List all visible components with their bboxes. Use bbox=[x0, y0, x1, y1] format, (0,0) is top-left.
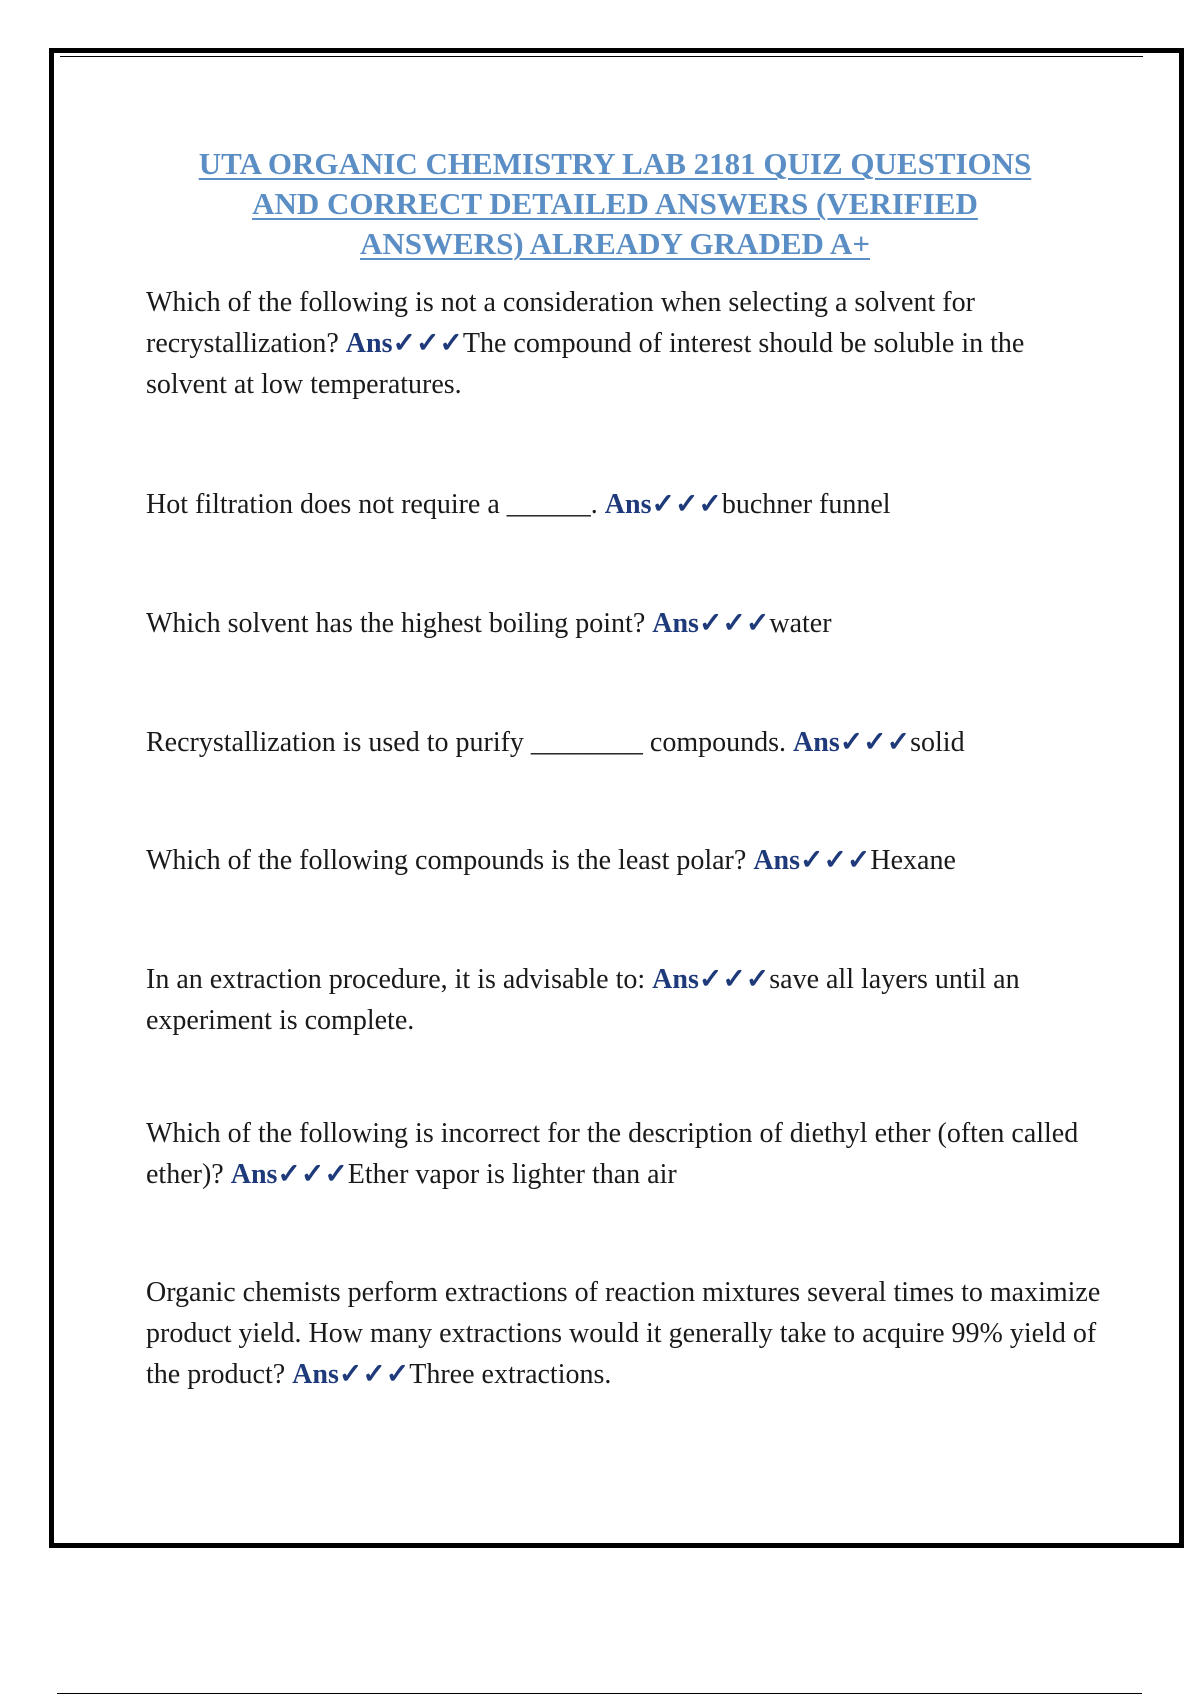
answer-text: save all layers until an experiment is complete. bbox=[146, 964, 1020, 1036]
answer-label: Ans✓✓✓ bbox=[793, 727, 911, 758]
qa-item-6 bbox=[146, 959, 1066, 1041]
question-text: Hot filtration does not require a ______. bbox=[146, 489, 605, 520]
answer-label: Ans✓✓✓ bbox=[345, 328, 463, 359]
title-line-3: ANSWERS) ALREADY GRADED A+ bbox=[359, 226, 870, 261]
answer-label: Ans✓✓✓ bbox=[230, 1159, 348, 1190]
question-text: Which of the following compounds is the least polar? bbox=[146, 845, 754, 876]
qa-item-1 bbox=[146, 282, 1086, 405]
question-text: Which of the following is incorrect for the description of diethyl ether (often called ether)? bbox=[146, 1118, 1079, 1190]
answer-text: solid bbox=[910, 727, 965, 758]
qa-item-2 bbox=[146, 484, 1106, 525]
title-line-1: UTA ORGANIC CHEMISTRY LAB 2181 QUIZ QUESTIONS bbox=[198, 146, 1032, 181]
qa-item-4 bbox=[146, 722, 1126, 763]
answer-label: Ans✓✓✓ bbox=[292, 1359, 410, 1390]
question-text: Recrystallization is used to purify ________ compounds. bbox=[146, 727, 794, 758]
answer-text: Three extractions. bbox=[409, 1359, 612, 1390]
answer-label: Ans✓✓✓ bbox=[753, 845, 871, 876]
answer-text: The compound of interest should be soluble in the solvent at low temperatures. bbox=[146, 328, 1025, 400]
qa-item-5 bbox=[146, 840, 1106, 881]
question-text: Organic chemists perform extractions of reaction mixtures several times to maximize product yield. How many extractions would it generally take to acquire 99% yield of the product? bbox=[146, 1277, 1101, 1390]
question-text: In an extraction procedure, it is advisable to: bbox=[146, 964, 653, 995]
title-line-2: AND CORRECT DETAILED ANSWERS (VERIFIED bbox=[252, 186, 978, 221]
answer-label: Ans✓✓✓ bbox=[652, 608, 770, 639]
qa-item-7 bbox=[146, 1113, 1086, 1195]
top-rule bbox=[60, 56, 1143, 57]
bottom-rule bbox=[57, 1693, 1142, 1694]
qa-item-3 bbox=[146, 603, 1106, 644]
answer-text: water bbox=[769, 608, 832, 639]
answer-text: Ether vapor is lighter than air bbox=[347, 1159, 677, 1190]
answer-label: Ans✓✓✓ bbox=[604, 489, 722, 520]
document-title bbox=[100, 144, 1130, 264]
answer-text: buchner funnel bbox=[721, 489, 891, 520]
question-text: Which of the following is not a consideration when selecting a solvent for recrystallization? bbox=[146, 287, 975, 359]
qa-item-8 bbox=[146, 1272, 1106, 1395]
question-text: Which solvent has the highest boiling point? bbox=[146, 608, 653, 639]
answer-label: Ans✓✓✓ bbox=[652, 964, 770, 995]
answer-text: Hexane bbox=[870, 845, 956, 876]
